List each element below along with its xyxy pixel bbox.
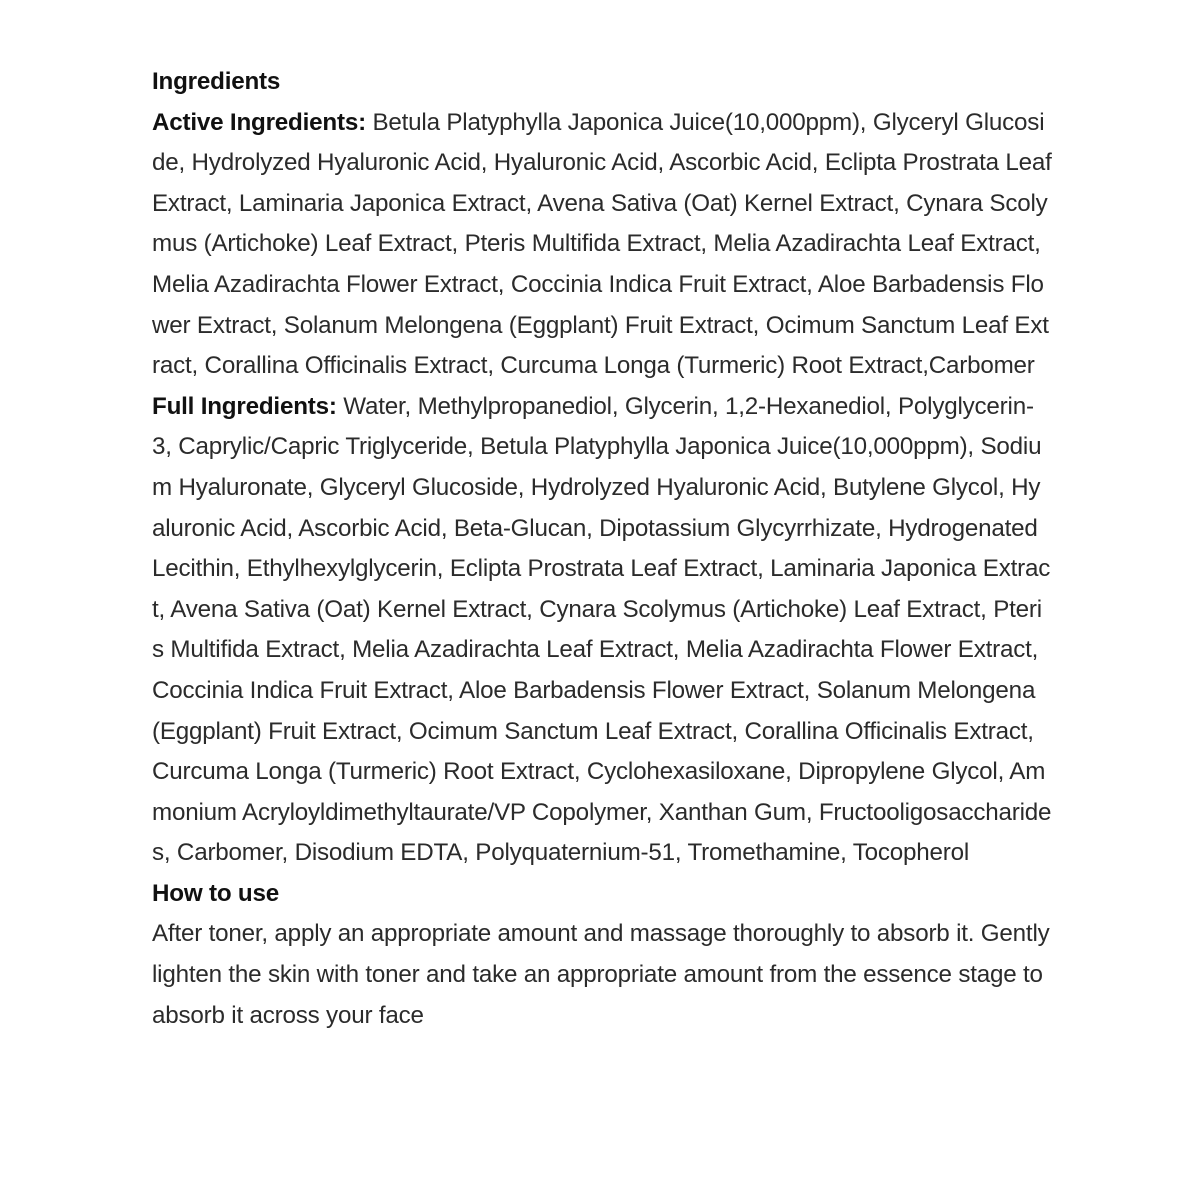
full-ingredients-paragraph bbox=[152, 387, 1052, 874]
how-to-use-text: After toner, apply an appropriate amount and massage thoroughly to absorb it. Gently lighten the skin with toner and take an appropriate amount from the essence stage to absorb it across your face bbox=[152, 920, 1050, 1029]
active-ingredients-label: Active Ingredients: bbox=[152, 108, 366, 136]
ingredients-document bbox=[152, 62, 1052, 1036]
ingredients-heading: Ingredients bbox=[152, 68, 281, 95]
active-ingredients-text: Betula Platyphylla Japonica Juice(10,000ppm), Glyceryl Glucoside, Hydrolyzed Hyaluronic Acid, Hyaluronic Acid, Ascorbic Acid, Eclipta Prostrata Leaf Extract, Laminaria Japonica Extract, Avena Sativa (Oat) Kernel Extract, Cynara Scolymus (Artichoke) Leaf Extract, Pteris Multifida Extract, Melia Azadirachta Leaf Extract, Melia Azadirachta Flower Extract, Coccinia Indica Fruit Extract, Aloe Barbadensis Flower Extract, Solanum Melongena (Eggplant) Fruit Extract, Ocimum Sanctum Leaf Extract, Corallina Officinalis Extract, Curcuma Longa (Turmeric) Root Extract,Carbomer bbox=[152, 108, 1052, 380]
how-to-use-heading: How to use bbox=[152, 879, 280, 907]
full-ingredients-text: Water, Methylpropanediol, Glycerin, 1,2-Hexanediol, Polyglycerin-3, Caprylic/Capric Triglyceride, Betula Platyphylla Japonica Juice(10,000ppm), Sodium Hyaluronate, Glyceryl Glucoside, Hydrolyzed Hyaluronic Acid, Butylene Glycol, Hyaluronic Acid, Ascorbic Acid, Beta-Glucan, Dipotassium Glycyrrhizate, Hydrogenated Lecithin, Ethylhexylglycerin, Eclipta Prostrata Leaf Extract, Laminaria Japonica Extract, Avena Sativa (Oat) Kernel Extract, Cynara Scolymus (Artichoke) Leaf Extract, Pteris Multifida Extract, Melia Azadirachta Leaf Extract, Melia Azadirachta Flower Extract, Coccinia Indica Fruit Extract, Aloe Barbadensis Flower Extract, Solanum Melongena (Eggplant) Fruit Extract, Ocimum Sanctum Leaf Extract, Corallina Officinalis Extract, Curcuma Longa (Turmeric) Root Extract, Cyclohexasiloxane, Dipropylene Glycol, Ammonium Acryloyldimethyltaurate/VP Copolymer, Xanthan Gum, Fructooligosaccharides, Carbomer, Disodium EDTA, Polyquaternium-51, Tromethamine, Tocopherol bbox=[152, 392, 1052, 867]
active-ingredients-paragraph bbox=[152, 103, 1052, 387]
full-ingredients-label: Full Ingredients: bbox=[152, 392, 337, 420]
